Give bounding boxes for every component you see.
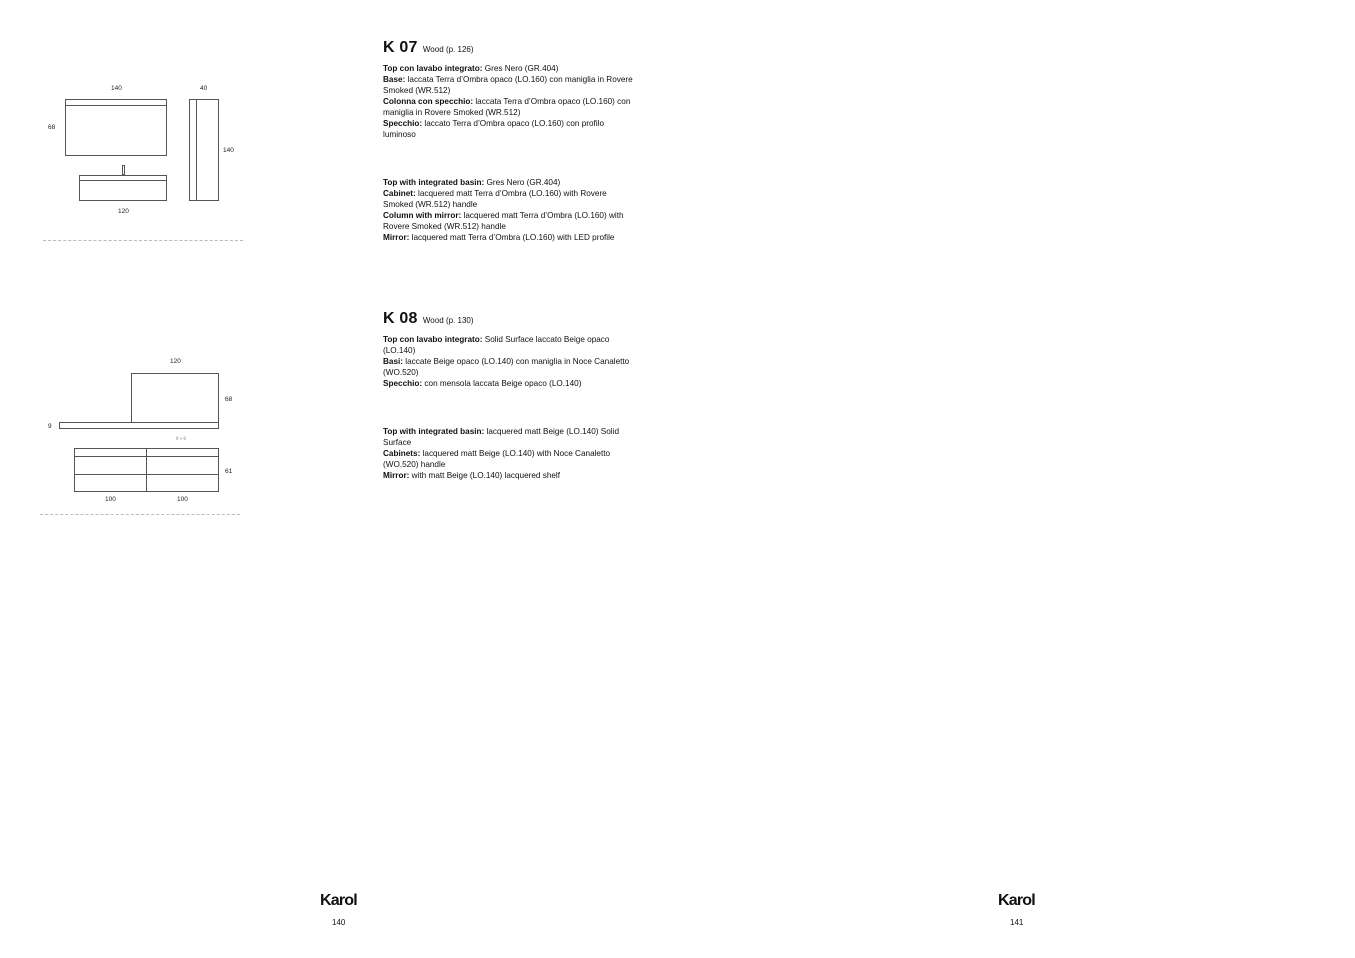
- spec-label: Column with mirror:: [383, 211, 462, 220]
- spec-label: Mirror:: [383, 233, 410, 242]
- k08-dim-mirror-width: 120: [170, 358, 181, 365]
- k08-dim-base-left-width: 100: [105, 496, 116, 503]
- k07-faucet: [122, 165, 125, 175]
- spec-row: [383, 177, 638, 188]
- k07-english-spec: [383, 177, 638, 243]
- brand-logo-left: Karol: [320, 892, 357, 909]
- k08-shelf-outline: [59, 422, 219, 429]
- page-number-left: 140: [332, 918, 346, 927]
- spec-label: Top con lavabo integrato:: [383, 335, 483, 344]
- k08-dim-mirror-height: 68: [225, 396, 233, 403]
- spec-row: [383, 63, 638, 74]
- k08-dim-base-right-width: 100: [177, 496, 188, 503]
- k07-dim-column-width: 40: [200, 85, 208, 92]
- k07-heading: [383, 39, 638, 56]
- spec-label: Cabinets:: [383, 449, 421, 458]
- spec-label: Top with integrated basin:: [383, 178, 485, 187]
- spec-row: [383, 356, 638, 378]
- spec-label: Colonna con specchio:: [383, 97, 474, 106]
- spec-label: Top with integrated basin:: [383, 427, 485, 436]
- spec-label: Basi:: [383, 357, 404, 366]
- spec-label: Base:: [383, 75, 406, 84]
- spec-text: Solid Surface laccato Beige opaco (LO.140): [383, 335, 610, 355]
- page-number-right: 141: [1010, 918, 1024, 927]
- k07-dim-mirror-height: 68: [48, 124, 56, 131]
- k07-page-ref: (p. 126): [445, 45, 474, 54]
- spec-row: [383, 334, 638, 356]
- spec-row: [383, 448, 638, 470]
- k08-dim-base-height: 61: [225, 468, 233, 475]
- spec-row: [383, 210, 638, 232]
- k07-dim-base-width: 120: [118, 208, 129, 215]
- spec-row: [383, 96, 638, 118]
- spec-text: lacquered matt Terra d’Ombra (LO.160) with LED profile: [409, 233, 615, 242]
- k08-base-divider: [146, 448, 147, 492]
- spec-row: [383, 188, 638, 210]
- k07-dim-mirror-width: 140: [111, 85, 122, 92]
- k07-mirror-profile-line: [65, 105, 167, 106]
- k07-style: Wood: [422, 45, 444, 54]
- k07-dim-column-height: 140: [223, 147, 234, 154]
- brand-logo-right: Karol: [998, 892, 1035, 909]
- spec-label: Cabinet:: [383, 189, 416, 198]
- k08-style: Wood: [422, 316, 444, 325]
- k08-page-ref: (p. 130): [445, 316, 474, 325]
- k07-mirror-outline: [65, 99, 167, 156]
- k07-column-divider: [196, 99, 197, 201]
- k07-column-outline: [189, 99, 219, 201]
- spec-text: laccata Terra d’Ombra opaco (LO.160) con maniglia in Rovere Smoked (WR.512): [383, 75, 633, 95]
- k08-code: K 08: [383, 310, 418, 327]
- spec-row: [383, 426, 638, 448]
- k07-separator: [43, 240, 243, 241]
- k07-section: [383, 39, 638, 243]
- spec-label: Mirror:: [383, 471, 410, 480]
- spec-text: lacquered matt Beige (LO.140) with Noce Canaletto (WO.520) handle: [383, 449, 611, 469]
- spec-row: [383, 470, 638, 481]
- spec-text: Gres Nero (GR.404): [484, 178, 561, 187]
- spec-label: Specchio:: [383, 119, 423, 128]
- k07-base-outline: [79, 175, 167, 201]
- k07-code: K 07: [383, 39, 418, 56]
- spec-text: laccate Beige opaco (LO.140) con maniglia in Noce Canaletto (WO.520): [383, 357, 630, 377]
- k08-faucet-icon: ◊○◊: [176, 436, 187, 442]
- spec-row: [383, 118, 638, 140]
- spec-text: lacquered matt Terra d’Ombra (LO.160) with Rovere Smoked (WR.512) handle: [383, 189, 607, 209]
- k08-heading: [383, 310, 638, 327]
- k08-dim-shelf-height: 9: [48, 423, 52, 430]
- spec-label: Top con lavabo integrato:: [383, 64, 483, 73]
- k07-italian-spec: [383, 63, 638, 140]
- k08-mirror-outline: [131, 373, 219, 423]
- spec-text: lacquered matt Beige (LO.140) Solid Surface: [383, 427, 619, 447]
- spec-text: laccato Terra d’Ombra opaco (LO.160) con profilo luminoso: [383, 119, 605, 139]
- spec-text: lacquered matt Terra d’Ombra (LO.160) with Rovere Smoked (WR.512) handle: [383, 211, 624, 231]
- k08-section: [383, 310, 638, 481]
- k08-english-spec: [383, 426, 638, 481]
- spec-row: [383, 378, 638, 389]
- spec-row: [383, 74, 638, 96]
- spec-label: Specchio:: [383, 379, 423, 388]
- spec-text: with matt Beige (LO.140) lacquered shelf: [409, 471, 561, 480]
- k08-italian-spec: [383, 334, 638, 389]
- spec-text: Gres Nero (GR.404): [482, 64, 559, 73]
- spec-row: [383, 232, 638, 243]
- k07-base-top-line: [79, 180, 167, 181]
- spec-text: con mensola laccata Beige opaco (LO.140): [422, 379, 582, 388]
- k08-separator: [40, 514, 240, 515]
- spec-text: laccata Terra d’Ombra opaco (LO.160) con maniglia in Rovere Smoked (WR.512): [383, 97, 631, 117]
